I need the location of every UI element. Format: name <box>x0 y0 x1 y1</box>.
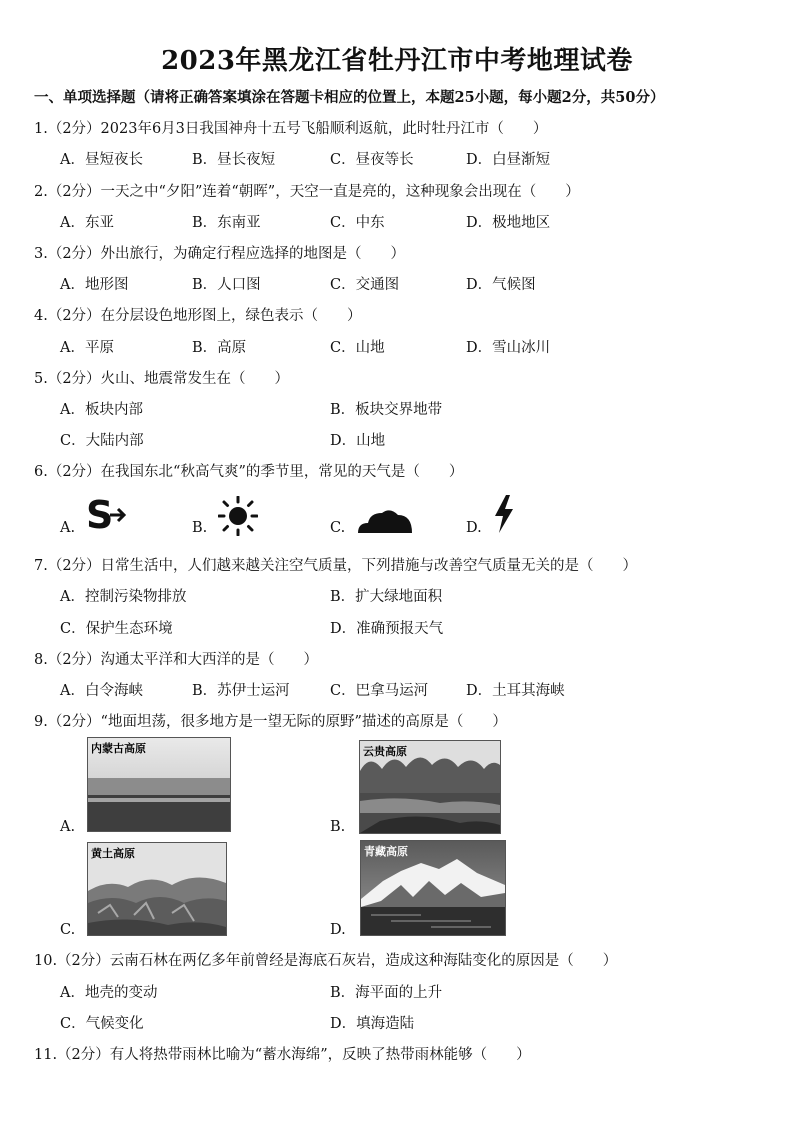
loess-plateau-photo <box>87 842 227 936</box>
q10-option-d: D．填海造陆 <box>330 1016 415 1032</box>
question-1-stem: 1.（2分）2023年6月3日我国神舟十五号飞船顺利返航，此时牡丹江市（ ） <box>34 121 548 137</box>
sunny-icon <box>218 496 258 540</box>
q4-option-a: A．平原 <box>60 340 114 356</box>
photo-caption: 内蒙古高原 <box>91 742 146 755</box>
question-9-stem: 9.（2分）“地面坦荡，很多地方是一望无际的原野”描述的高原是（ ） <box>34 714 507 730</box>
q2-option-d: D．极地地区 <box>466 215 551 231</box>
q1-option-c: C．昼夜等长 <box>330 152 414 168</box>
tibet-plateau-photo <box>360 840 506 936</box>
sandstorm-icon <box>86 495 128 539</box>
section-heading: 一、单项选择题（请将正确答案填涂在答题卡相应的位置上，本题25小题，每小题2分，共50分） <box>34 89 665 106</box>
q9-option-c: C. <box>60 922 76 938</box>
q8-option-b: B．苏伊士运河 <box>192 683 290 699</box>
lightning-icon <box>492 494 516 538</box>
exam-title: 2023年黑龙江省牡丹江市中考地理试卷 <box>161 46 633 76</box>
q5-option-c: C．大陆内部 <box>60 433 144 449</box>
inner-mongolia-plateau-photo <box>87 737 231 832</box>
q2-option-c: C．中东 <box>330 215 385 231</box>
q4-option-d: D．雪山冰川 <box>466 340 551 356</box>
q8-option-d: D．土耳其海峡 <box>466 683 565 699</box>
q6-option-b: B. <box>192 520 208 536</box>
q2-option-b: B．东南亚 <box>192 215 261 231</box>
q4-option-c: C．山地 <box>330 340 385 356</box>
question-2-stem: 2.（2分）一天之中“夕阳”连着“朝晖”，天空一直是亮的，这种现象会出现在（ ） <box>34 184 580 200</box>
q7-option-a: A．控制污染物排放 <box>60 589 187 605</box>
q7-option-d: D．准确预报天气 <box>330 621 444 637</box>
question-4-stem: 4.（2分）在分层设色地形图上，绿色表示（ ） <box>34 308 362 324</box>
q3-option-a: A．地形图 <box>60 277 129 293</box>
question-8-stem: 8.（2分）沟通太平洋和大西洋的是（ ） <box>34 652 319 668</box>
q7-option-c: C．保护生态环境 <box>60 621 173 637</box>
q5-option-b: B．板块交界地带 <box>330 402 443 418</box>
cloudy-icon <box>356 505 414 539</box>
question-10-stem: 10.（2分）云南石林在两亿多年前曾经是海底石灰岩，造成这种海陆变化的原因是（ ） <box>34 953 618 969</box>
photo-caption: 青藏高原 <box>364 845 408 858</box>
q8-option-c: C．巴拿马运河 <box>330 683 429 699</box>
q3-option-c: C．交通图 <box>330 277 400 293</box>
q5-option-d: D．山地 <box>330 433 386 449</box>
q10-option-b: B．海平面的上升 <box>330 985 443 1001</box>
q1-option-a: A．昼短夜长 <box>60 152 143 168</box>
svg-text:S: S <box>86 495 114 535</box>
q6-option-c: C. <box>330 520 346 536</box>
q6-option-a: A. <box>60 520 76 536</box>
q3-option-d: D．气候图 <box>466 277 536 293</box>
q5-option-a: A．板块内部 <box>60 402 143 418</box>
q9-option-b: B. <box>330 819 346 835</box>
question-7-stem: 7.（2分）日常生活中，人们越来越关注空气质量，下列措施与改善空气质量无关的是（ ） <box>34 558 638 574</box>
question-3-stem: 3.（2分）外出旅行，为确定行程应选择的地图是（ ） <box>34 246 406 262</box>
photo-caption: 云贵高原 <box>363 745 407 758</box>
question-5-stem: 5.（2分）火山、地震常发生在（ ） <box>34 371 290 387</box>
question-6-stem: 6.（2分）在我国东北“秋高气爽”的季节里，常见的天气是（ ） <box>34 464 464 480</box>
photo-caption: 黄土高原 <box>91 847 135 860</box>
q10-option-a: A．地壳的变动 <box>60 985 158 1001</box>
q2-option-a: A．东亚 <box>60 215 114 231</box>
q9-option-d: D. <box>330 922 346 938</box>
question-11-stem: 11.（2分）有人将热带雨林比喻为“蓄水海绵”，反映了热带雨林能够（ ） <box>34 1047 531 1063</box>
yungui-plateau-photo <box>359 740 501 834</box>
q3-option-b: B．人口图 <box>192 277 261 293</box>
q4-option-b: B．高原 <box>192 340 247 356</box>
q1-option-b: B．昼长夜短 <box>192 152 276 168</box>
q6-option-d: D. <box>466 520 482 536</box>
q9-option-a: A. <box>60 819 76 835</box>
q7-option-b: B．扩大绿地面积 <box>330 589 443 605</box>
q10-option-c: C．气候变化 <box>60 1016 144 1032</box>
q8-option-a: A．白令海峡 <box>60 683 143 699</box>
q1-option-d: D．白昼渐短 <box>466 152 551 168</box>
